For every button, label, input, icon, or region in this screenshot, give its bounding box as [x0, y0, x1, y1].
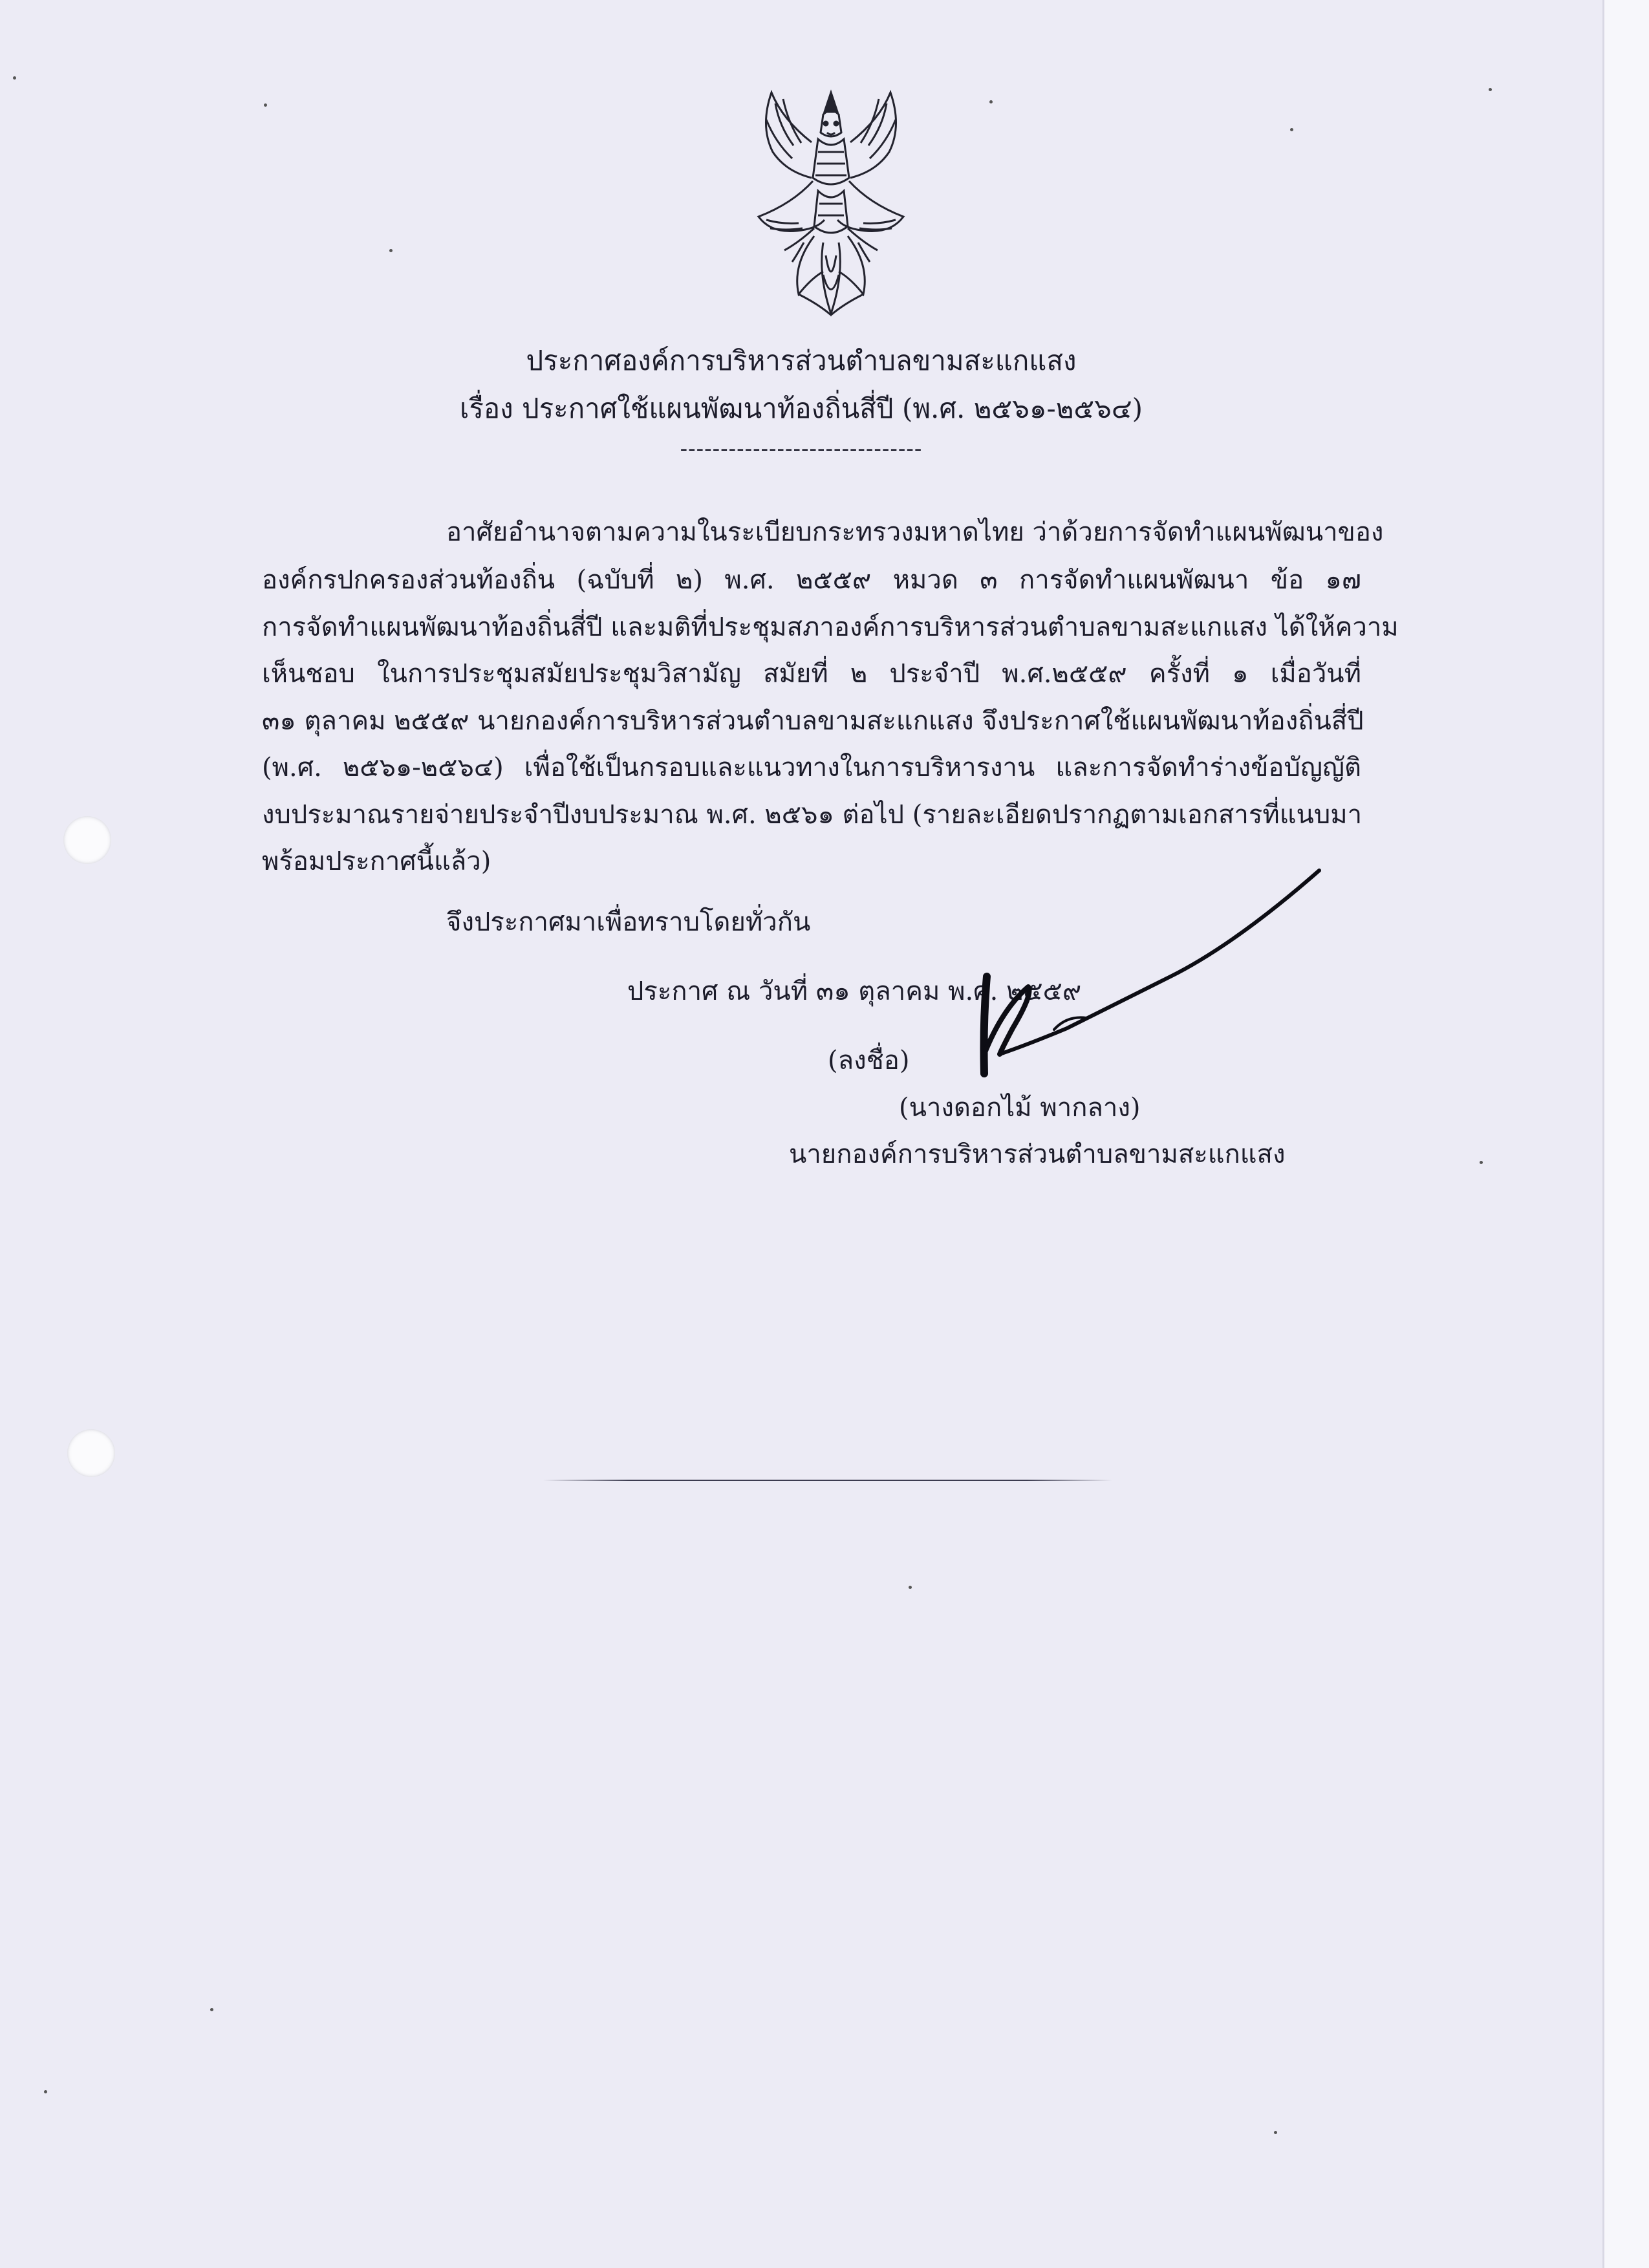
signer-title: นายกองค์การบริหารส่วนตำบลขามสะแกแสง	[789, 1139, 1286, 1169]
scan-page-edge	[1602, 0, 1649, 2268]
body-line: ๓๑ ตุลาคม ๒๕๕๙ นายกองค์การบริหารส่วนตำบลขามสะแกแสง จึงประกาศใช้แผนพัฒนาท้องถิ่นสี่ปี	[262, 706, 1364, 736]
closing-statement: จึงประกาศมาเพื่อทราบโดยทั่วกัน	[446, 907, 811, 937]
body-line: งบประมาณรายจ่ายประจำปีงบประมาณ พ.ศ. ๒๕๖๑ ต่อไป (รายละเอียดปรากฏตามเอกสารที่แนบมา	[262, 800, 1363, 830]
announcement-title: ประกาศองค์การบริหารส่วนตำบลขามสะแกแสง	[526, 345, 1077, 376]
body-line: การจัดทำแผนพัฒนาท้องถิ่นสี่ปี และมติที่ประชุมสภาองค์การบริหารส่วนตำบลขามสะแกแสง ได้ให้ความ	[262, 612, 1399, 642]
scan-speck	[13, 76, 16, 80]
scan-speck	[389, 249, 393, 252]
scan-speck	[1290, 128, 1293, 131]
scan-speck	[909, 1586, 912, 1589]
sign-label: (ลงชื่อ)	[828, 1046, 910, 1075]
scan-speck	[1489, 88, 1492, 91]
punch-hole	[67, 1429, 115, 1477]
scan-speck	[264, 103, 267, 107]
announcement-subject: เรื่อง ประกาศใช้แผนพัฒนาท้องถิ่นสี่ปี (พ.ศ. ๒๕๖๑-๒๕๖๔)	[459, 393, 1143, 424]
body-line: พร้อมประกาศนี้แล้ว)	[262, 847, 491, 876]
footer-rule	[543, 1480, 1112, 1481]
signer-name: (นางดอกไม้ พากลาง)	[899, 1093, 1141, 1123]
punch-hole	[63, 816, 111, 864]
body-line: (พ.ศ. ๒๕๖๑-๒๕๖๔) เพื่อใช้เป็นกรอบและแนวทางในการบริหารงาน และการจัดทำร่างข้อบัญญัติ	[262, 753, 1361, 783]
announcement-date: ประกาศ ณ วันที่ ๓๑ ตุลาคม พ.ศ. ๒๕๕๙	[627, 977, 1082, 1006]
garuda-emblem-icon	[721, 81, 941, 327]
scan-speck	[44, 2090, 47, 2093]
body-line: องค์กรปกครองส่วนท้องถิ่น (ฉบับที่ ๒) พ.ศ. ๒๕๕๙ หมวด ๓ การจัดทำแผนพัฒนา ข้อ ๑๗	[262, 565, 1361, 595]
body-line: อาศัยอำนาจตามความในระเบียบกระทรวงมหาดไทย ว่าด้วยการจัดทำแผนพัฒนาของ	[446, 517, 1384, 547]
scan-speck	[1274, 2131, 1277, 2134]
scan-speck	[210, 2008, 213, 2011]
title-divider: ------------------------------	[680, 436, 923, 462]
scan-speck	[1480, 1161, 1483, 1164]
handwritten-signature	[957, 860, 1332, 1093]
body-line: เห็นชอบ ในการประชุมสมัยประชุมวิสามัญ สมัยที่ ๒ ประจำปี พ.ศ.๒๕๕๙ ครั้งที่ ๑ เมื่อวันที่	[262, 659, 1361, 689]
scan-speck	[989, 100, 993, 103]
